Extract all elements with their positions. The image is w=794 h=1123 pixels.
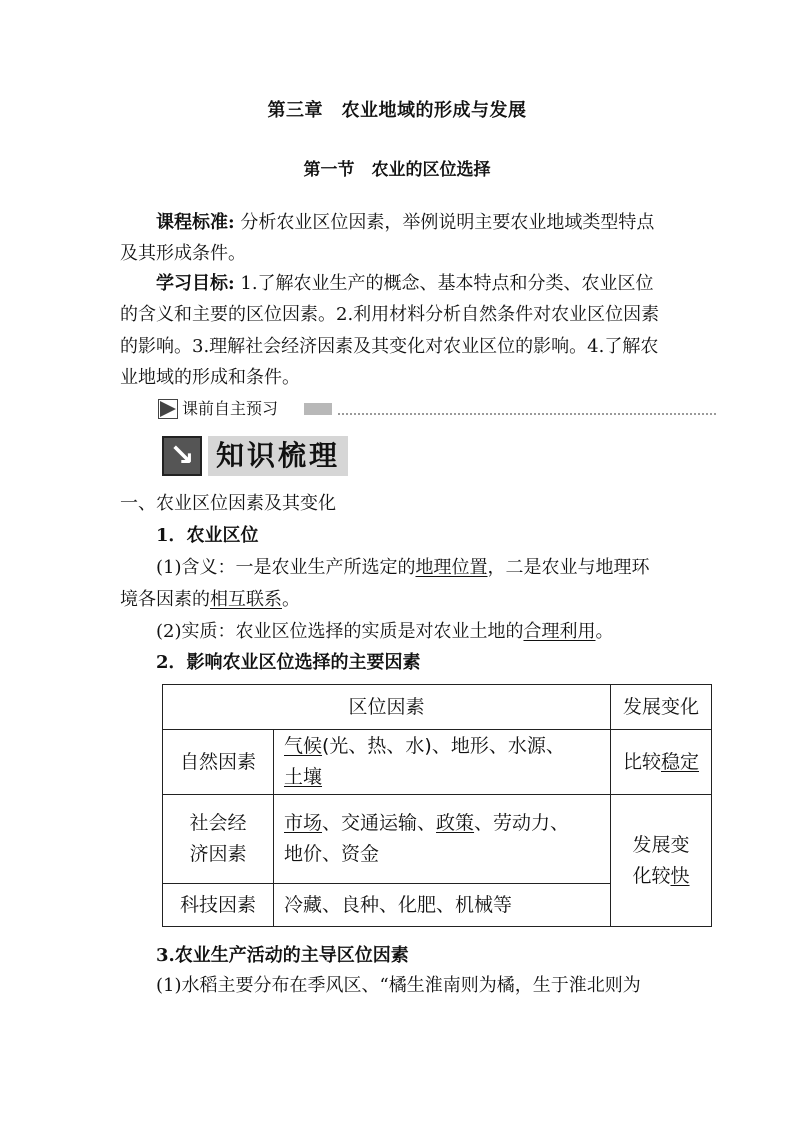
header-change: 发展变化 xyxy=(611,685,712,730)
social-factor-name: 社会经 济因素 xyxy=(163,795,274,884)
tech-factor-content: 冷藏、良种、化肥、机械等 xyxy=(274,884,611,927)
tech-factor-name: 科技因素 xyxy=(163,884,274,927)
heading-1: 一、农业区位因素及其变化 xyxy=(120,493,336,514)
objectives-line-1: 学习目标: 1.了解农业生产的概念、基本特点和分类、农业区位 xyxy=(156,273,654,294)
knowledge-header-title: 知识梳理 xyxy=(208,436,348,476)
section-title: 第一节 农业的区位选择 xyxy=(303,160,491,180)
answer-geographic-location: 地理位置 xyxy=(415,557,488,578)
natural-factor-content: 气候(光、热、水)、地形、水源、 土壤 xyxy=(274,730,611,795)
social-tech-change: 发展变 化较快 xyxy=(611,795,712,927)
item-1-line-1: (1)含义：一是农业生产所选定的地理位置，二是农业与地理环 xyxy=(156,557,650,578)
subheading-3: 3.农业生产活动的主导区位因素 xyxy=(156,945,409,966)
standard-line-1: 课程标准: 分析农业区位因素，举例说明主要农业地域类型特点 xyxy=(156,212,655,233)
arrow-down-right-icon: ↘ xyxy=(162,436,202,476)
header-factor: 区位因素 xyxy=(163,685,611,730)
social-factor-content: 市场、交通运输、政策、劳动力、 地价、资金 xyxy=(274,795,611,884)
table-row xyxy=(163,730,712,795)
location-factors-table xyxy=(162,684,712,927)
table-row xyxy=(163,795,712,884)
chapter-title: 第三章 农业地域的形成与发展 xyxy=(267,100,527,121)
item-3-line-1: (1)水稻主要分布在季风区、“橘生淮南则为橘，生于淮北则为 xyxy=(156,975,641,996)
natural-factor-name: 自然因素 xyxy=(163,730,274,795)
knowledge-header xyxy=(162,436,362,478)
preview-bar-label: 课前自主预习 xyxy=(182,399,279,418)
item-2: (2)实质：农业区位选择的实质是对农业土地的合理利用。 xyxy=(156,621,614,642)
preview-section-bar xyxy=(158,398,716,420)
objectives-line-3: 的影响。3.理解社会经济因素及其变化对农业区位的影响。4.了解农 xyxy=(120,336,659,357)
item-1-line-2: 境各因素的相互联系。 xyxy=(120,589,300,610)
subheading-1: 1．农业区位 xyxy=(156,525,259,546)
objectives-line-4: 业地域的形成和条件。 xyxy=(120,367,300,388)
answer-mutual-connection: 相互联系 xyxy=(210,589,282,610)
natural-factor-change: 比较稳定 xyxy=(611,730,712,795)
standard-label: 课程标准: xyxy=(156,212,235,233)
preview-bar-block xyxy=(304,403,332,415)
preview-bar-dotted-line xyxy=(338,413,716,415)
table-header-row xyxy=(163,685,712,730)
standard-line-2: 及其形成条件。 xyxy=(120,243,246,264)
objectives-line-2: 的含义和主要的区位因素。2.利用材料分析自然条件对农业区位因素 xyxy=(120,304,660,325)
subheading-2: 2．影响农业区位选择的主要因素 xyxy=(156,652,421,673)
objectives-label: 学习目标: xyxy=(156,273,235,294)
answer-rational-use: 合理利用 xyxy=(523,621,596,642)
